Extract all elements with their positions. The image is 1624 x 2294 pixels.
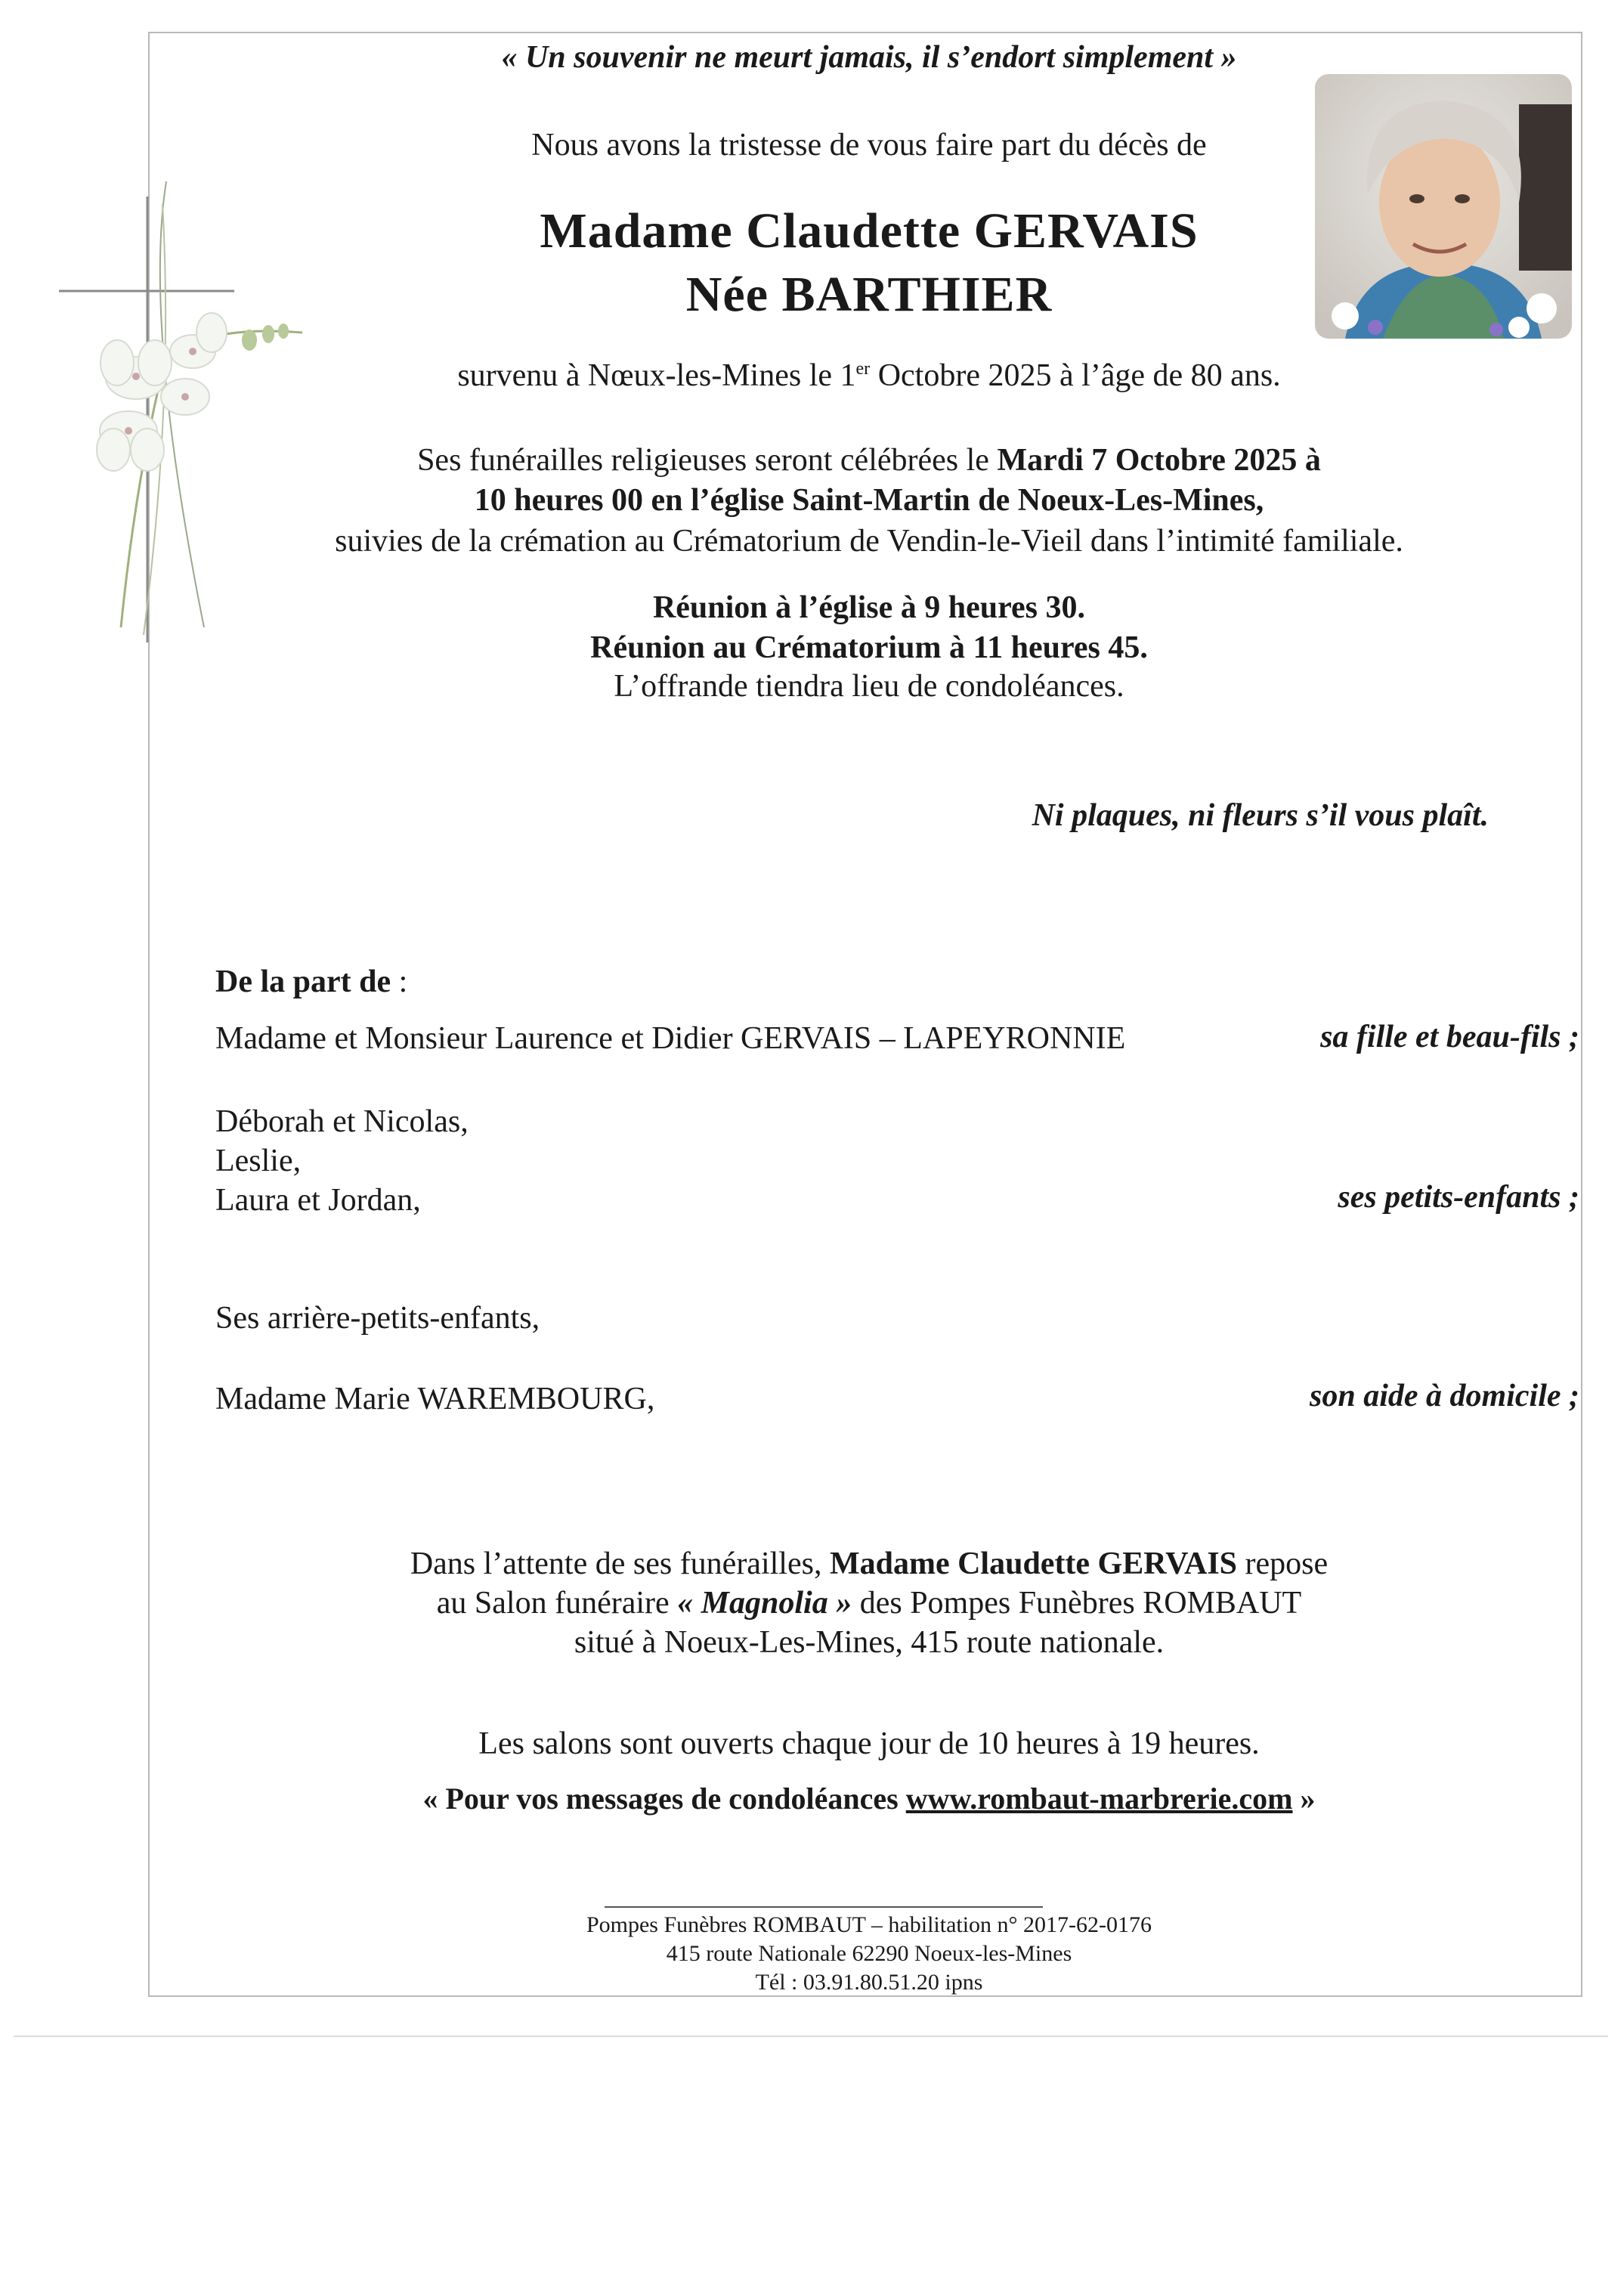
footer-line-1: Pompes Funèbres ROMBAUT – habilitation n° 2017-62-0176: [586, 1912, 1152, 1937]
bottom-divider: [14, 2035, 1608, 2037]
deceased-name: Madame Claudette GERVAIS: [540, 203, 1199, 259]
opening-hours: Les salons sont ouverts chaque jour de 10 heures à 19 heures.: [478, 1726, 1260, 1761]
epigraph: « Un souvenir ne meurt jamais, il s’endort simplement »: [501, 40, 1237, 75]
family-names-1: Madame et Monsieur Laurence et Didier GERVAIS – LAPEYRONNIE: [215, 1021, 1126, 1056]
intro-text: Nous avons la tristesse de vous faire part du décès de: [531, 128, 1207, 163]
condolence-messages: « Pour vos messages de condoléances www.rombaut-marbrerie.com »: [422, 1782, 1316, 1816]
relation-daughter: sa fille et beau-fils ;: [1320, 1020, 1579, 1054]
maiden-name: Née BARTHIER: [685, 267, 1053, 322]
meeting-crematorium: Réunion au Crématorium à 11 heures 45.: [590, 630, 1148, 665]
relation-grandchildren: ses petits-enfants ;: [1338, 1180, 1579, 1215]
rest-line-3: situé à Noeux-Les-Mines, 415 route nationale.: [574, 1625, 1165, 1660]
family-names-4: Madame Marie WAREMBOURG,: [215, 1382, 655, 1416]
footer-rule-top: [605, 1906, 1043, 1908]
relation-home-aide: son aide à domicile ;: [1310, 1379, 1579, 1413]
family-names-2b: Leslie,: [215, 1144, 302, 1178]
rest-line-2: au Salon funéraire « Magnolia » des Pompes Funèbres ROMBAUT: [436, 1586, 1302, 1621]
funeral-line-3: suivies de la crémation au Crématorium de Vendin-le-Vieil dans l’intimité familiale.: [335, 524, 1403, 559]
death-info: survenu à Nœux-les-Mines le 1er Octobre 2025 à l’âge de 80 ans.: [457, 358, 1281, 393]
funeral-line-1: Ses funérailles religieuses seront célébrées le Mardi 7 Octobre 2025 à: [417, 443, 1321, 478]
funeral-line-2: 10 heures 00 en l’église Saint-Martin de Noeux-Les-Mines,: [474, 483, 1264, 518]
footer-line-3: Tél : 03.91.80.51.20 ipns: [755, 1970, 983, 1995]
website-link[interactable]: www.rombaut-marbrerie.com: [905, 1782, 1293, 1816]
family-names-2c: Laura et Jordan,: [215, 1183, 421, 1218]
family-names-2a: Déborah et Nicolas,: [215, 1104, 469, 1139]
from-heading: De la part de :: [215, 964, 408, 999]
great-grandchildren: Ses arrière-petits-enfants,: [215, 1301, 540, 1336]
offering-note: L’offrande tiendra lieu de condoléances.: [614, 669, 1124, 704]
meeting-church: Réunion à l’église à 9 heures 30.: [652, 590, 1086, 625]
rest-line-1: Dans l’attente de ses funérailles, Madame Claudette GERVAIS repose: [410, 1546, 1329, 1581]
footer-line-2: 415 route Nationale 62290 Noeux-les-Mines: [666, 1941, 1072, 1966]
no-flowers-note: Ni plaques, ni fleurs s’il vous plaît.: [1032, 798, 1489, 833]
